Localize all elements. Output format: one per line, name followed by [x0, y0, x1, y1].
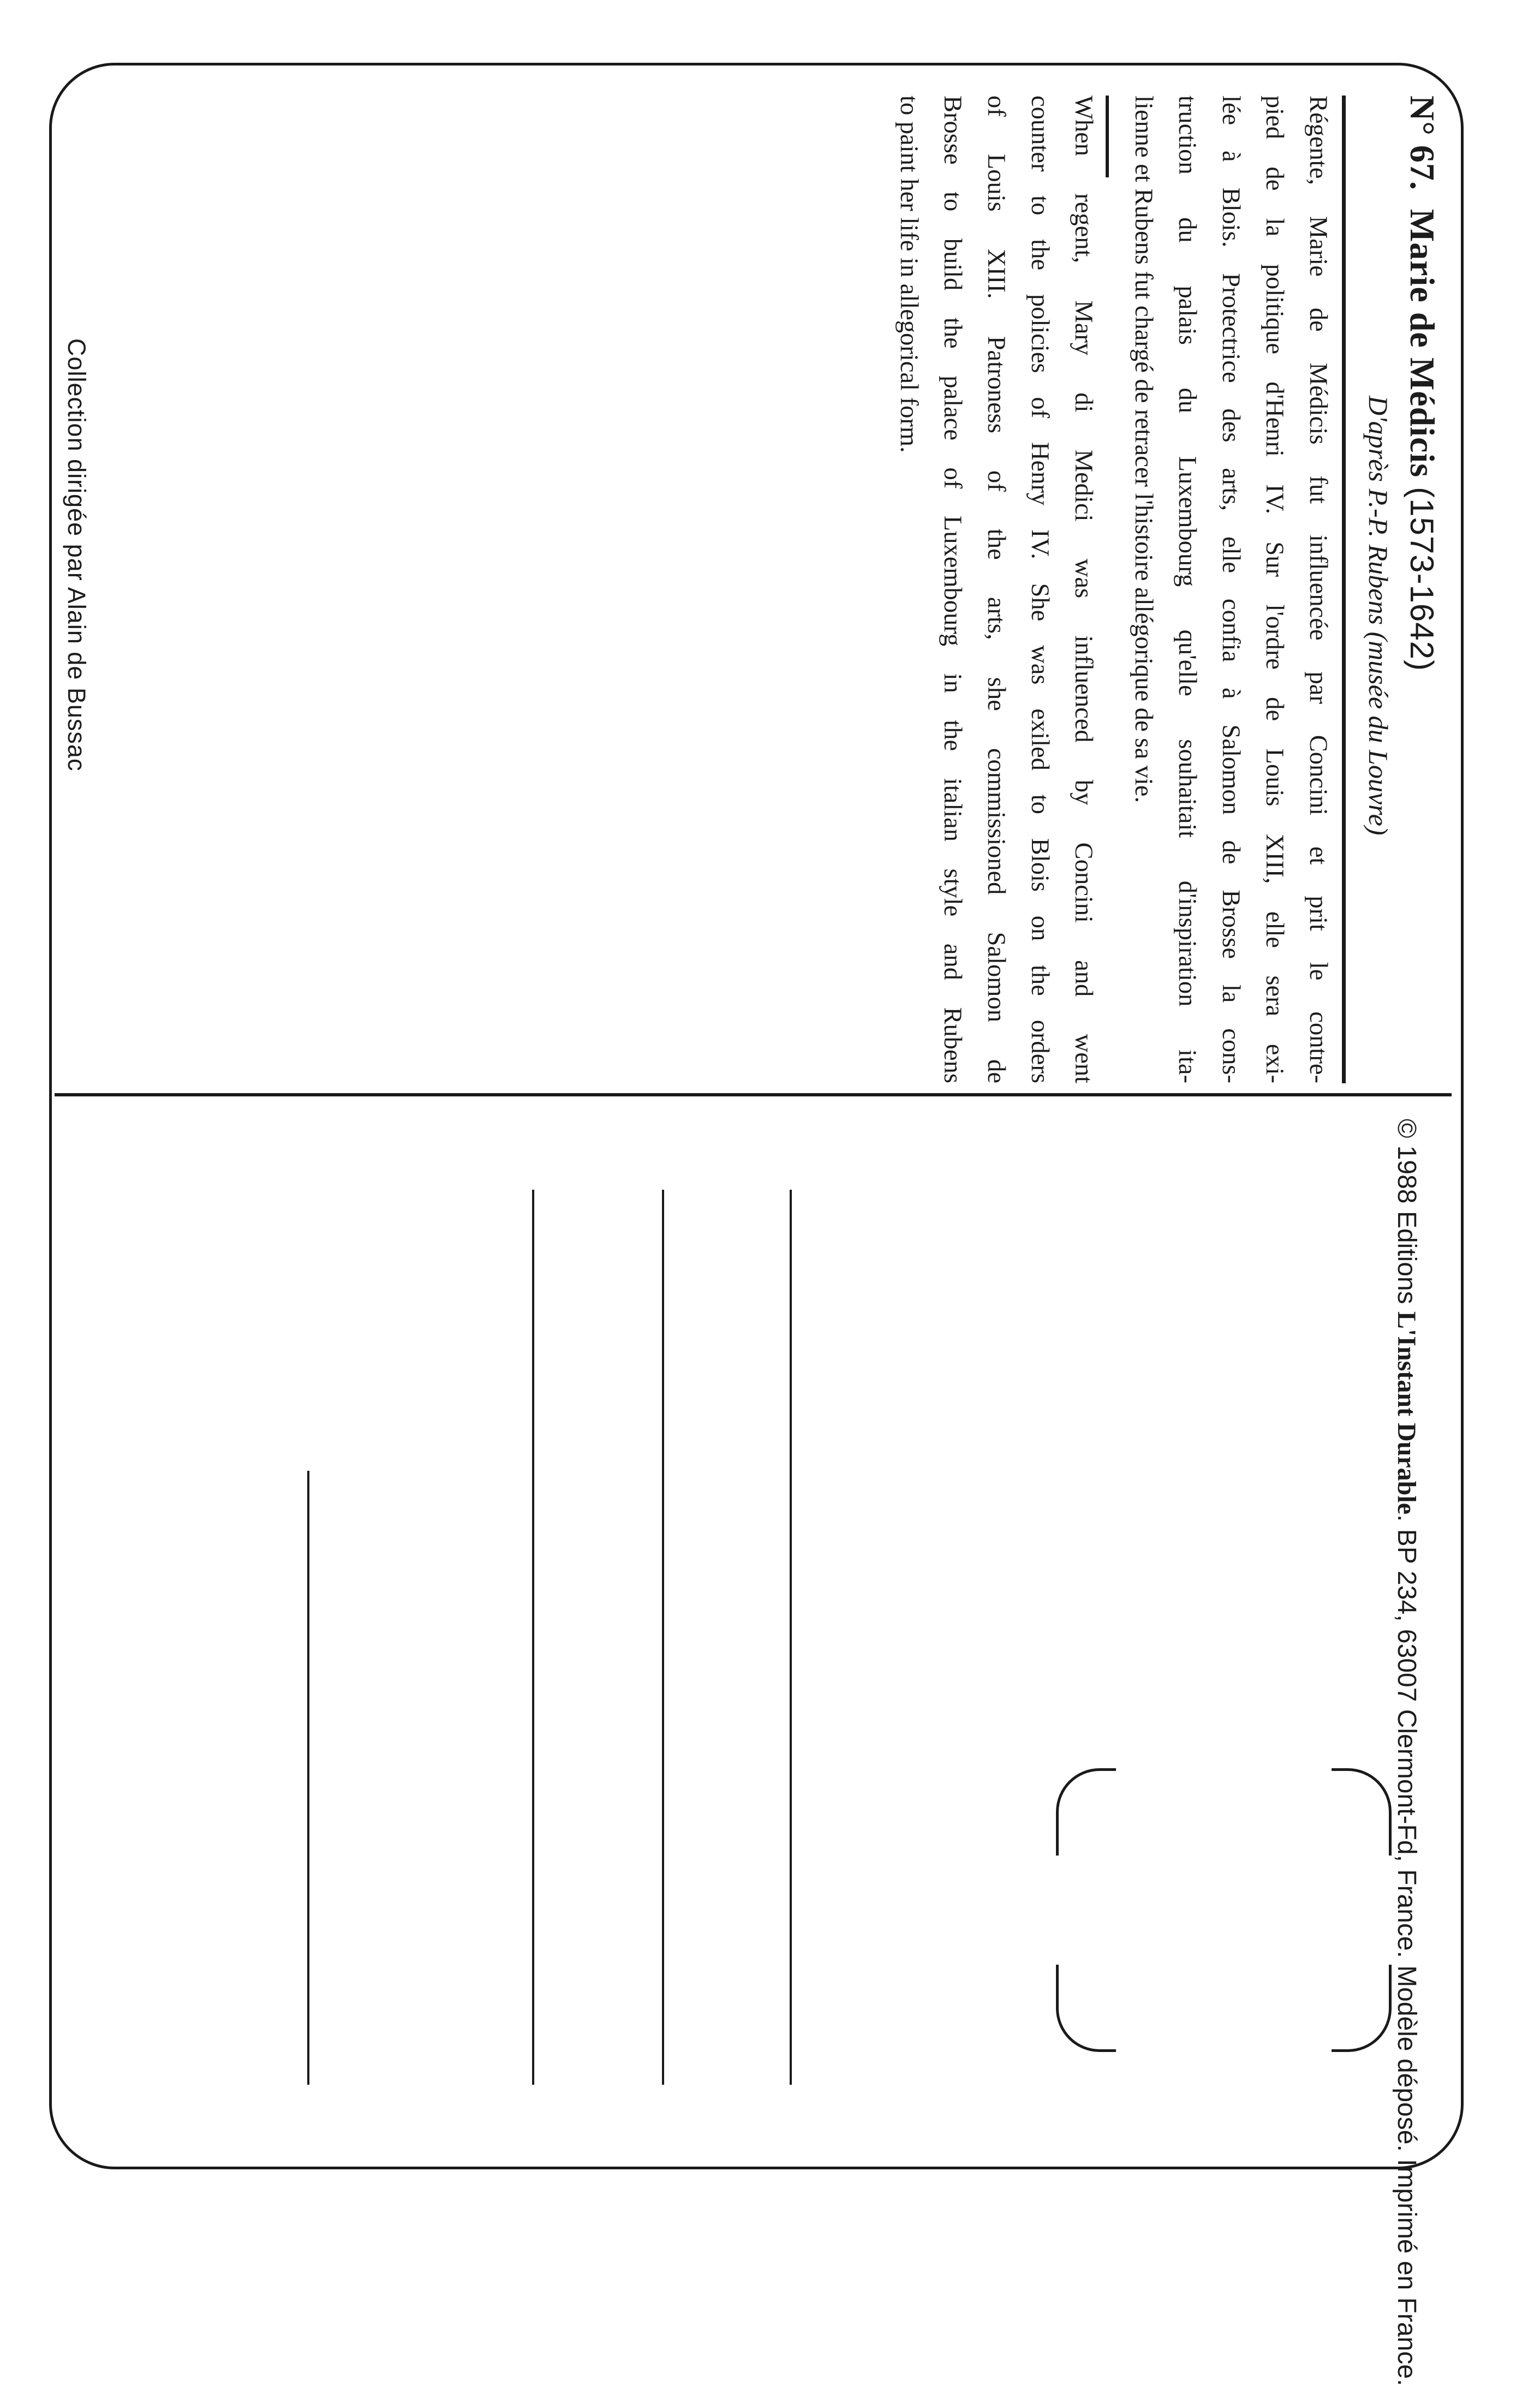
publisher-name: L'Instant Durable [1392, 1311, 1421, 1514]
address-line [307, 1471, 309, 2085]
publisher-suffix: . BP 234, 63007 Clermont-Fd, France. Modèle déposé. Imprimé en France. [1392, 1514, 1421, 2386]
english-line: to paint her life in allegorical form. [895, 96, 923, 453]
french-line: lienne et Rubens fut chargé de retracer l'histoire allégorique de sa vie. [1130, 96, 1157, 803]
card-title [1398, 96, 1446, 1078]
address-line [532, 1190, 534, 2085]
publisher-prefix: © 1988 Editions [1392, 1119, 1421, 1311]
collection-credit: Collection dirigée par Alain de Bussac [63, 338, 91, 772]
publisher-line [1388, 1119, 1424, 2386]
french-paragraph [1121, 96, 1340, 1083]
english-line: counter to the policies of Henry IV. She was exiled to Blois on the orders [1026, 96, 1054, 1083]
address-line [662, 1190, 664, 2085]
address-line [790, 1190, 792, 2085]
divider-line [55, 1093, 1452, 1096]
subject-name: Marie de Médicis [1403, 208, 1442, 478]
english-line: When regent, Mary di Medici was influenced by Concini and went [1070, 96, 1097, 1083]
french-line: pied de la politique d'Henri IV. Sur l'ordre de Louis XIII, elle sera exi- [1261, 96, 1288, 1083]
card-number: N° 67. [1403, 96, 1442, 190]
heading-block [1348, 96, 1446, 1078]
heading-rule [1342, 96, 1346, 1083]
english-paragraph [887, 96, 1105, 1083]
french-line: truction du palais du Luxembourg qu'elle souhaitait d'inspiration ita- [1173, 96, 1201, 1083]
french-line: lée à Blois. Protectrice des arts, elle confia à Salomon de Brosse la cons- [1217, 96, 1245, 1083]
subject-dates: (1573-1642) [1404, 487, 1440, 671]
english-line: of Louis XIII. Patroness of the arts, she commissioned Salomon de [982, 96, 1010, 1083]
paragraph-separator [1106, 96, 1109, 177]
card-subtitle: D'après P.-P. Rubens (musée du Louvre) [1363, 396, 1394, 836]
english-line: Brosse to build the palace of Luxembourg in the italian style and Rubens [939, 96, 966, 1083]
french-line: Régente, Marie de Médicis fut influencée par Concini et prit le contre- [1304, 96, 1332, 1083]
